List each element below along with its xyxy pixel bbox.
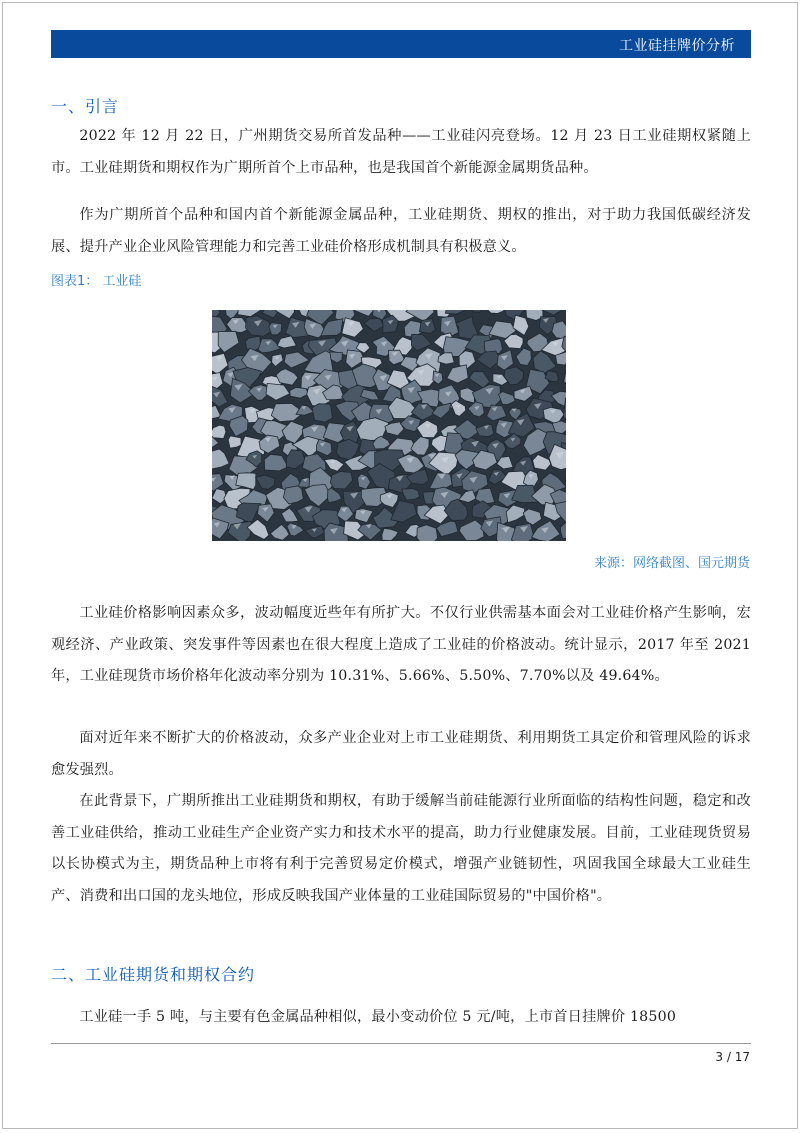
figure-caption: 图表1： 工业硅 [51, 274, 142, 289]
page-number: 3 / 17 [715, 1050, 750, 1064]
paragraph-2: 作为广期所首个品种和国内首个新能源金属品种，工业硅期货、期权的推出，对于助力我国低碳经济发展、提升产业企业风险管理能力和完善工业硅价格形成机制具有积极意义。 [51, 207, 751, 255]
paragraph-5: 在此背景下，广期所推出工业硅期货和期权，有助于缓解当前硅能源行业所面临的结构性问题，稳定和改善工业硅供给，推动工业硅生产企业资产实力和技术水平的提高，助力行业健康发展。目前，工业硅现货贸易以长协模式为主，期货品种上市将有利于完善贸易定价模式，增强产业链韧性，巩固我国全球最大工业硅生产、消费和出口国的龙头地位，形成反映我国产业体量的工业硅国际贸易的"中国价格"。 [51, 793, 751, 904]
header-bar [51, 30, 751, 58]
header-title: 工业硅挂牌价分析 [619, 38, 735, 54]
silicon-photo [212, 310, 566, 541]
paragraph-1: 2022 年 12 月 22 日，广州期货交易所首发品种——工业硅闪亮登场。12 月 23 日工业硅期权紧随上市。工业硅期货和期权作为广期所首个上市品种，也是我国首个新能源金属期货品种。 [51, 128, 751, 176]
paragraph-4: 面对近年来不断扩大的价格波动，众多产业企业对上市工业硅期货、利用期货工具定价和管理风险的诉求愈发强烈。 [51, 730, 751, 778]
section-heading-introduction: 一、引言 [51, 97, 120, 116]
section-heading-contracts: 二、工业硅期货和期权合约 [51, 965, 256, 984]
figure-source: 来源：网络截图、国元期货 [593, 556, 750, 571]
paragraph-6: 工业硅一手 5 吨，与主要有色金属品种相似，最小变动价位 5 元/吨，上市首日挂牌价 18500 [79, 1009, 677, 1025]
footer-divider [51, 1043, 751, 1044]
paragraph-3: 工业硅价格影响因素众多，波动幅度近些年有所扩大。不仅行业供需基本面会对工业硅价格产生影响，宏观经济、产业政策、突发事件等因素也在很大程度上造成了工业硅的价格波动。统计显示，2017 年至 2021 年，工业硅现货市场价格年化波动率分别为 10.31%、5.66%、5.50%、7.70%以及 49.64%。 [51, 605, 751, 684]
